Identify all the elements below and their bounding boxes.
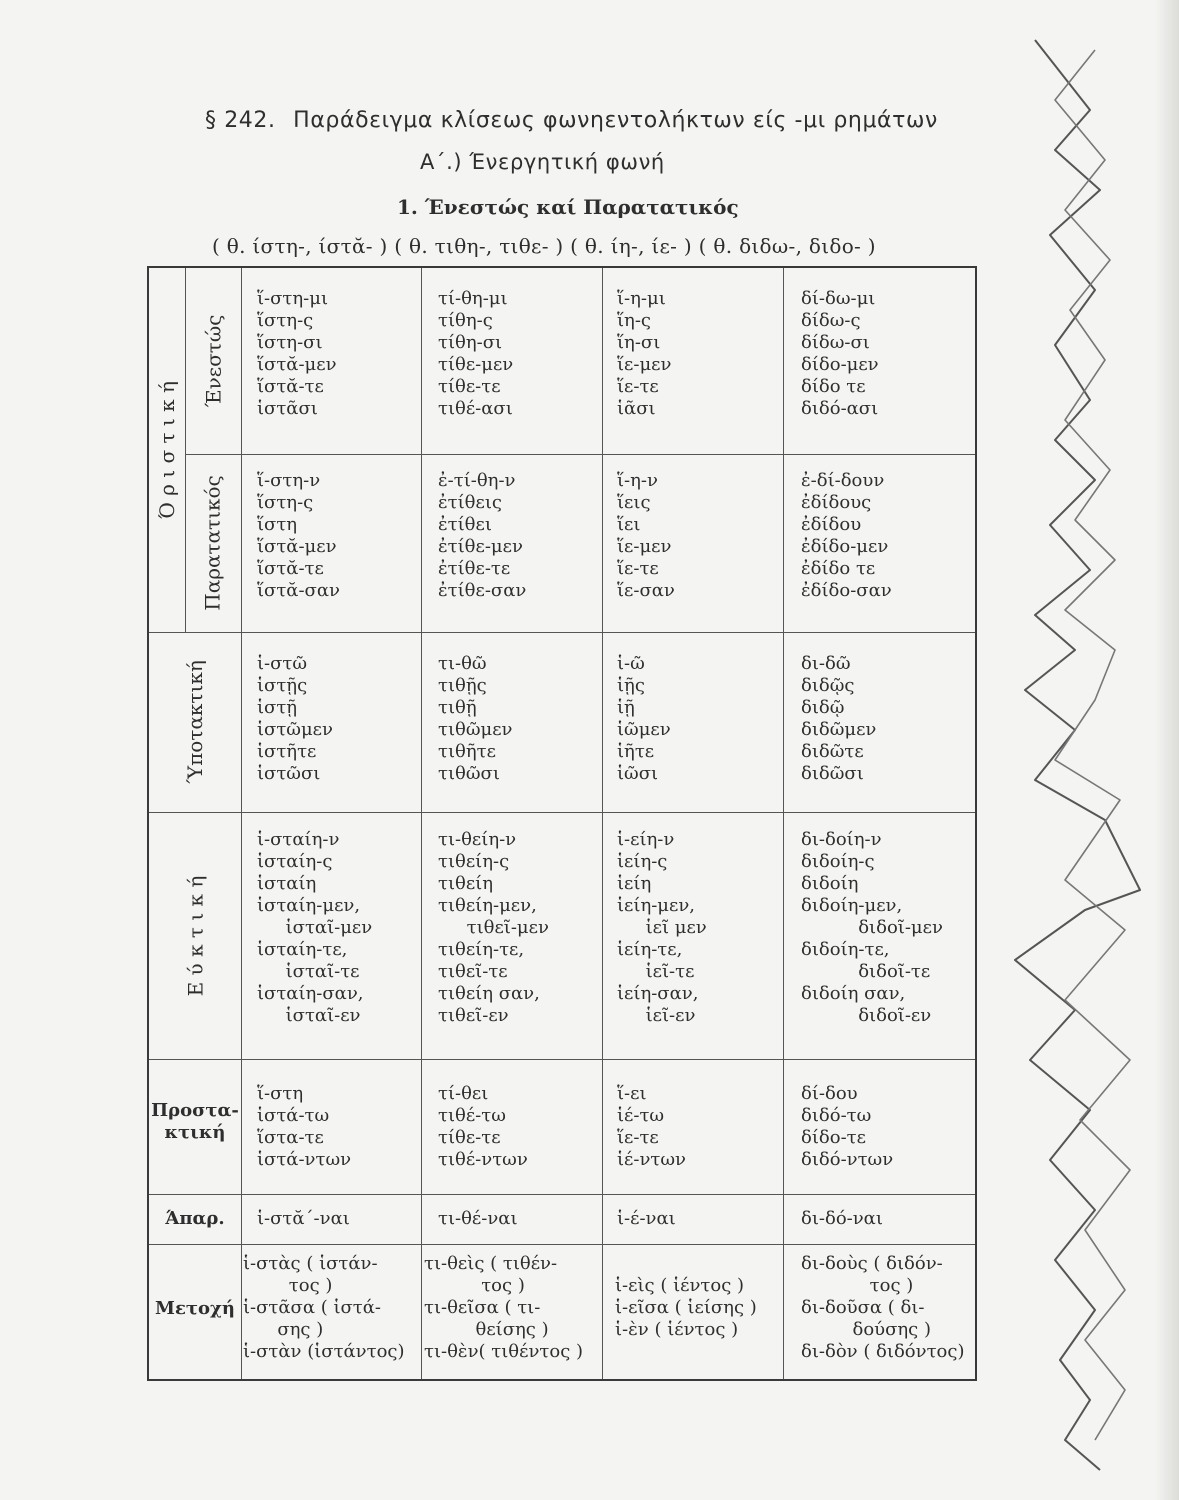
row-divider [149,1059,975,1060]
cell-iemi: ἱ-έ-ναι [617,1208,676,1229]
cell-iemi: ἱ-ῶ ἱῇς ἱῇ ἱῶμεν ἱῆτε ἱῶσι [617,653,671,784]
cell-didomi: ἐ-δί-δουν ἐδίδους ἐδίδου ἐδίδο-μεν ἐδίδο τε ἐδίδο-σαν [801,470,892,601]
label-column-divider [241,268,242,1379]
row-divider [149,1194,975,1195]
label-enestos-text: Ένεστώς [201,314,225,408]
cell-istemi: ἱ-σταίη-ν ἱσταίη-ς ἱσταίη ἱσταίη-μεν, ἱσταῖ-μεν ἱσταίη-τε, ἱσταῖ-τε ἱσταίη-σαν, ἱσταῖ-εν [257,829,373,1026]
cell-tithemi: τί-θει τιθέ-τω τίθε-τε τιθέ-ντων [438,1083,528,1170]
voice-heading: Α΄.) Ένεργητική φωνή [420,150,665,174]
label-enestos [185,268,241,454]
zigzag-drawing [995,0,1179,1500]
label-paratatikos [185,454,241,632]
row-divider [149,632,975,633]
cell-didomi: δι-δοὺς ( διδόν- τος ) δι-δοῦσα ( δι- δούσης ) δι-δὸν ( διδόντος) [801,1253,965,1362]
label-paratatikos-text: Παρατατικός [201,475,225,611]
label-prostaktiki: Προστα- κτική [151,1100,239,1143]
cell-iemi: ἱ-είη-ν ἱείη-ς ἱείη ἱείη-μεν, ἱεῖ μεν ἱείη-τε, ἱεῖ-τε ἱείη-σαν, ἱεῖ-εν [617,829,707,1026]
cell-istemi: ἱ-στῶ ἱστῇς ἱστῇ ἱστῶμεν ἱστῆτε ἱστῶσι [257,653,333,784]
cell-iemi: ἵ-ει ἱέ-τω ἵε-τε ἱέ-ντων [617,1083,686,1170]
row-divider [149,812,975,813]
label-aparemfato: Άπαρ. [165,1208,225,1229]
cell-didomi: δί-δου διδό-τω δίδο-τε διδό-ντων [801,1083,894,1170]
cell-iemi: ἵ-η-μι ἵη-ς ἵη-σι ἵε-μεν ἵε-τε ἱᾶσι [617,288,672,419]
cell-tithemi: τι-θεὶς ( τιθέν- τος ) τι-θεῖσα ( τι- θείσης ) τι-θὲν( τιθέντος ) [424,1253,584,1362]
cell-didomi: δί-δω-μι δίδω-ς δίδω-σι δίδο-μεν δίδο τε διδό-ασι [801,288,879,419]
row-divider [185,454,975,455]
column-divider-3 [783,268,784,1379]
label-euktiki-text: Ε ύ κ τ ι κ ή [183,875,208,996]
cell-tithemi: ἐ-τί-θη-ν ἐτίθεις ἐτίθει ἐτίθε-μεν ἐτίθε-τε ἐτίθε-σαν [438,470,527,601]
cell-iemi: ἵ-η-ν ἵεις ἵει ἵε-μεν ἵε-τε ἵε-σαν [617,470,675,601]
column-divider-1 [421,268,422,1379]
cell-istemi: ἱ-στᾰ΄-ναι [257,1208,350,1229]
label-ypotaktiki [149,632,241,812]
cell-tithemi: τι-θέ-ναι [438,1208,518,1229]
label-oristiki-text: Ό ρ ι σ τ ι κ ή [155,381,180,519]
label-metochi: Μετοχή [155,1298,235,1319]
conjugation-table [147,266,977,1381]
cell-istemi: ἱ-στὰς ( ἱστάν- τος ) ἱ-στᾶσα ( ἱστά- σης ) ἱ-στὰν (ἱστάντος) [243,1253,405,1362]
cell-istemi: ἵ-στη-μι ἵστη-ς ἵστη-σι ἵστᾰ-μεν ἵστᾰ-τε ἱστᾶσι [257,288,337,419]
cell-tithemi: τι-θείη-ν τιθείη-ς τιθείη τιθείη-μεν, τιθεῖ-μεν τιθείη-τε, τιθεῖ-τε τιθείη σαν, τιθεῖ-εν [438,829,549,1026]
column-divider-2 [602,268,603,1379]
cell-tithemi: τι-θῶ τιθῇς τιθῇ τιθῶμεν τιθῆτε τιθῶσι [438,653,513,784]
label-euktiki [149,812,241,1059]
label-ypotaktiki-text: Ύποτακτική [183,660,207,784]
row-divider [149,1244,975,1245]
section-title-text: Παράδειγμα κλίσεως φωνηεντολήκτων είς -μι ρημάτων [293,108,938,133]
stems-line: ( θ. ίστη-, ίστᾰ- ) ( θ. τιθη-, τιθε- ) ( θ. ίη-, ίε- ) ( θ. διδω-, διδο- ) [212,234,876,258]
tense-heading: 1. Ένεστώς καί Παρατατικός [397,195,739,219]
cell-istemi: ἵ-στη-ν ἵστη-ς ἵστη ἵστᾰ-μεν ἵστᾰ-τε ἵστᾰ-σαν [257,470,340,601]
section-title [205,108,938,133]
label-oristiki [149,268,185,632]
cell-tithemi: τί-θη-μι τίθη-ς τίθη-σι τίθε-μεν τίθε-τε τιθέ-ασι [438,288,514,419]
page-edge-shadow [1155,0,1179,1500]
section-number: § 242. [205,108,276,133]
cell-didomi: δι-δῶ διδῷς διδῷ διδῶμεν διδῶτε διδῶσι [801,653,877,784]
cell-iemi: ἱ-εὶς ( ἱέντος ) ἱ-εῖσα ( ἱείσης ) ἱ-ὲν ( ἱέντος ) [615,1275,757,1340]
cell-istemi: ἵ-στη ἱστά-τω ἵστα-τε ἱστά-ντων [257,1083,352,1170]
cell-didomi: δι-δό-ναι [801,1208,883,1229]
cell-didomi: δι-δοίη-ν διδοίη-ς διδοίη διδοίη-μεν, διδοῖ-μεν διδοίη-τε, διδοῖ-τε διδοίη σαν, διδοῖ-εν [801,829,943,1026]
